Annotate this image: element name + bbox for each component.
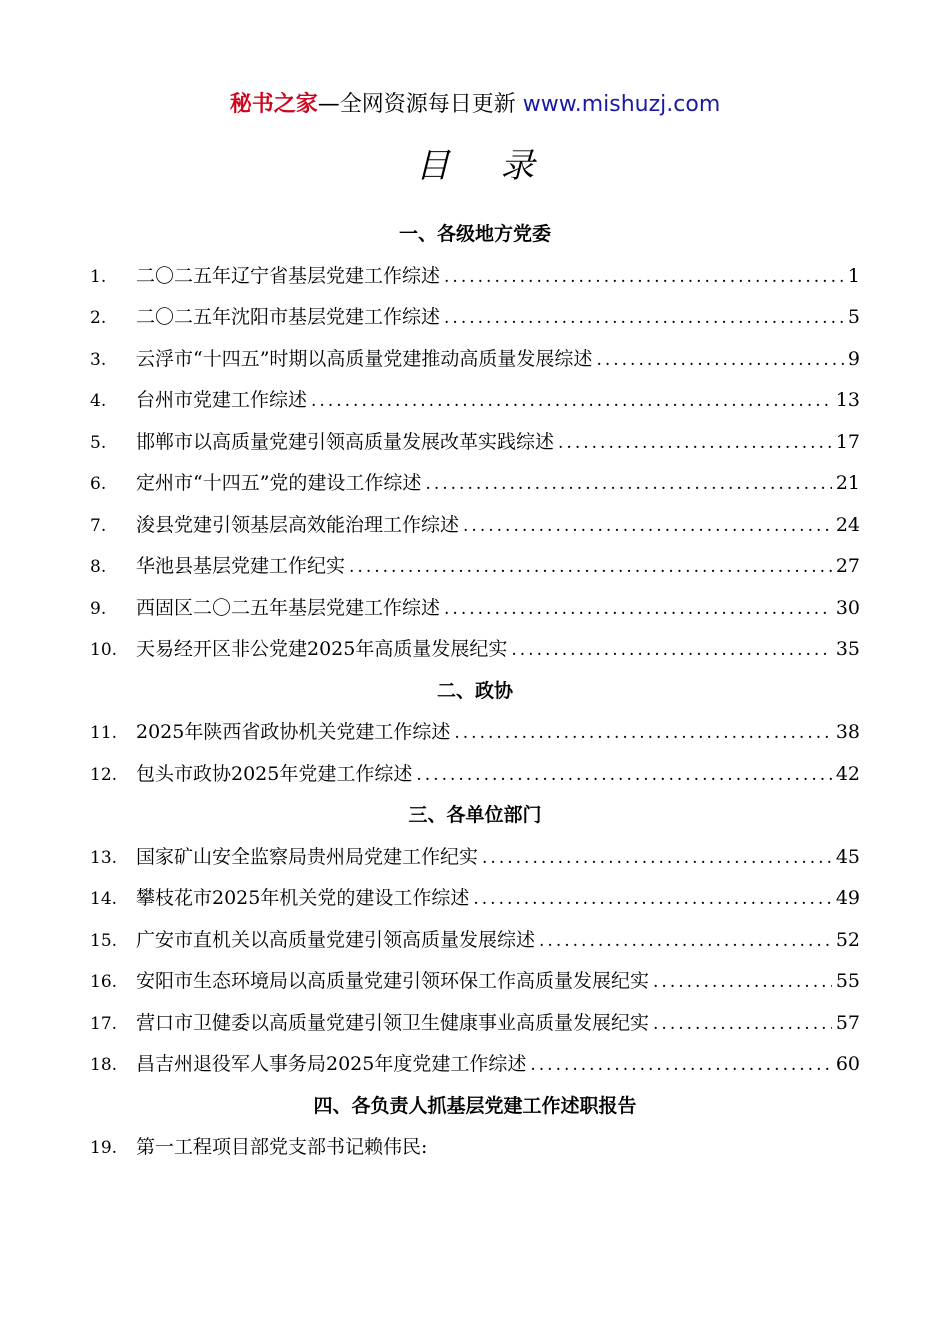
toc-dot-leader	[473, 879, 831, 921]
toc-dot-leader	[653, 1004, 832, 1046]
toc-dot-leader	[444, 298, 844, 340]
toc-entry-title: 第一工程项目部党支部书记赖伟民:	[136, 1136, 428, 1158]
toc-entry-page: 9	[847, 347, 860, 370]
toc-entry-number: 10.	[90, 640, 118, 660]
toc-entry-page: 60	[835, 1053, 860, 1075]
toc-entry-title: 二〇二五年沈阳市基层党建工作综述	[136, 306, 441, 328]
toc-entry-page: 24	[835, 513, 860, 536]
toc-entry[interactable]	[90, 629, 860, 671]
toc-dot-leader	[653, 962, 832, 1004]
toc-entry-page: 45	[835, 845, 860, 868]
toc-entry[interactable]	[90, 505, 860, 547]
toc-entry-title: 浚县党建引领基层高效能治理工作综述	[136, 513, 460, 536]
toc-entry[interactable]	[90, 754, 860, 796]
toc-entry-page: 49	[835, 887, 860, 909]
toc-entry-number: 15.	[90, 930, 118, 951]
toc-entry-number: 19.	[90, 1138, 118, 1158]
toc-entry-title: 广安市直机关以高质量党建引领高质量发展综述	[136, 928, 536, 951]
toc-entry[interactable]	[90, 712, 860, 754]
banner-brand: 秘书之家	[229, 92, 318, 117]
toc-entry[interactable]	[90, 422, 860, 464]
toc-dot-leader	[416, 755, 831, 797]
toc-entry[interactable]	[90, 463, 860, 505]
toc-entry-title: 邯郸市以高质量党建引领高质量发展改革实践综述	[136, 430, 555, 453]
toc-entry[interactable]	[90, 297, 860, 339]
toc-entry-page: 1	[847, 264, 860, 287]
toc-entry-page: 35	[835, 638, 860, 660]
toc-entry-number: 5.	[90, 432, 107, 453]
toc-entry-title: 云浮市“十四五”时期以高质量党建推动高质量发展综述	[136, 347, 593, 370]
document-title: 目 录	[415, 146, 555, 186]
toc-entry-number: 9.	[90, 598, 107, 619]
toc-dot-leader	[482, 838, 832, 880]
toc-entry-title: 定州市“十四五”党的建设工作综述	[136, 472, 422, 494]
toc-dot-leader	[444, 257, 844, 299]
toc-dot-leader	[463, 506, 832, 548]
toc-entry[interactable]	[90, 837, 860, 879]
toc-entry[interactable]	[90, 256, 860, 298]
toc-dot-leader	[311, 381, 832, 423]
toc-dot-leader	[444, 589, 832, 631]
toc-dot-leader	[349, 547, 832, 589]
toc-entry[interactable]	[90, 588, 860, 630]
toc-section-heading: 一、各级地方党委	[398, 223, 551, 245]
toc-entry-page: 27	[835, 555, 860, 577]
toc-entry-number: 11.	[90, 723, 118, 743]
toc-section-heading: 三、各单位部门	[408, 804, 542, 826]
toc-dot-leader	[539, 921, 832, 963]
toc-dot-leader	[530, 1045, 831, 1087]
toc-entry[interactable]	[90, 339, 860, 381]
toc-entry-number: 7.	[90, 515, 107, 536]
toc-entry-page: 13	[835, 389, 860, 411]
toc-dot-leader	[511, 630, 831, 672]
site-banner	[0, 88, 950, 122]
toc-entry-number: 3.	[90, 349, 107, 370]
toc-entry-title: 天易经开区非公党建2025年高质量发展纪实	[136, 638, 508, 660]
toc-entry-page: 55	[835, 970, 860, 992]
banner-slogan: —全网资源每日更新	[317, 92, 516, 117]
toc-entry-page: 57	[835, 1011, 860, 1034]
toc-entry-page: 17	[835, 430, 860, 453]
toc-entry-number: 14.	[90, 889, 118, 909]
toc-entry[interactable]	[90, 1127, 860, 1169]
toc-entry-title: 营口市卫健委以高质量党建引领卫生健康事业高质量发展纪实	[136, 1011, 650, 1034]
toc-dot-leader	[558, 423, 832, 465]
toc-entry-title: 包头市政协2025年党建工作综述	[136, 762, 413, 785]
toc-dot-leader	[596, 340, 843, 382]
toc-entry-number: 12.	[90, 764, 118, 785]
toc-section-heading: 二、政协	[436, 679, 513, 702]
toc-entry-page: 52	[835, 928, 860, 951]
toc-entry-number: 13.	[90, 847, 118, 868]
toc-entry-number: 17.	[90, 1013, 118, 1034]
toc-entry-title: 华池县基层党建工作纪实	[136, 555, 346, 577]
toc-entry[interactable]	[90, 961, 860, 1003]
toc-entry-number: 16.	[90, 972, 118, 992]
toc-entry-title: 昌吉州退役军人事务局2025年度党建工作综述	[136, 1053, 527, 1075]
toc-entry[interactable]	[90, 546, 860, 588]
toc-entry-page: 38	[835, 721, 860, 743]
toc-dot-leader	[454, 713, 831, 755]
toc-entry-number: 8.	[90, 557, 107, 577]
toc-entry-title: 攀枝花市2025年机关党的建设工作综述	[136, 887, 470, 909]
toc-entry[interactable]	[90, 1003, 860, 1045]
toc-entry-title: 2025年陕西省政协机关党建工作综述	[136, 721, 451, 743]
toc-entry-page: 5	[847, 306, 860, 328]
toc-entry-number: 1.	[90, 266, 107, 287]
toc-entry-page: 42	[835, 762, 860, 785]
toc-entry-page: 21	[835, 472, 860, 494]
banner-url[interactable]: www.mishuzj.com	[522, 92, 721, 117]
toc-entry-number: 18.	[90, 1055, 118, 1075]
toc-entry-number: 4.	[90, 391, 107, 411]
toc-entry-title: 国家矿山安全监察局贵州局党建工作纪实	[136, 845, 479, 868]
toc-dot-leader	[425, 464, 831, 506]
toc-entry-title: 二〇二五年辽宁省基层党建工作综述	[136, 264, 441, 287]
table-of-contents	[90, 214, 860, 1169]
toc-entry[interactable]	[90, 1044, 860, 1086]
toc-entry-title: 安阳市生态环境局以高质量党建引领环保工作高质量发展纪实	[136, 970, 650, 992]
toc-entry-number: 2.	[90, 308, 107, 328]
toc-entry-number: 6.	[90, 474, 107, 494]
toc-entry-title: 台州市党建工作综述	[136, 389, 308, 411]
toc-entry-page: 30	[835, 596, 860, 619]
toc-section-heading: 四、各负责人抓基层党建工作述职报告	[313, 1094, 637, 1117]
toc-entry[interactable]	[90, 380, 860, 422]
toc-entry[interactable]	[90, 878, 860, 920]
toc-entry-title: 西固区二〇二五年基层党建工作综述	[136, 596, 441, 619]
toc-entry[interactable]	[90, 920, 860, 962]
